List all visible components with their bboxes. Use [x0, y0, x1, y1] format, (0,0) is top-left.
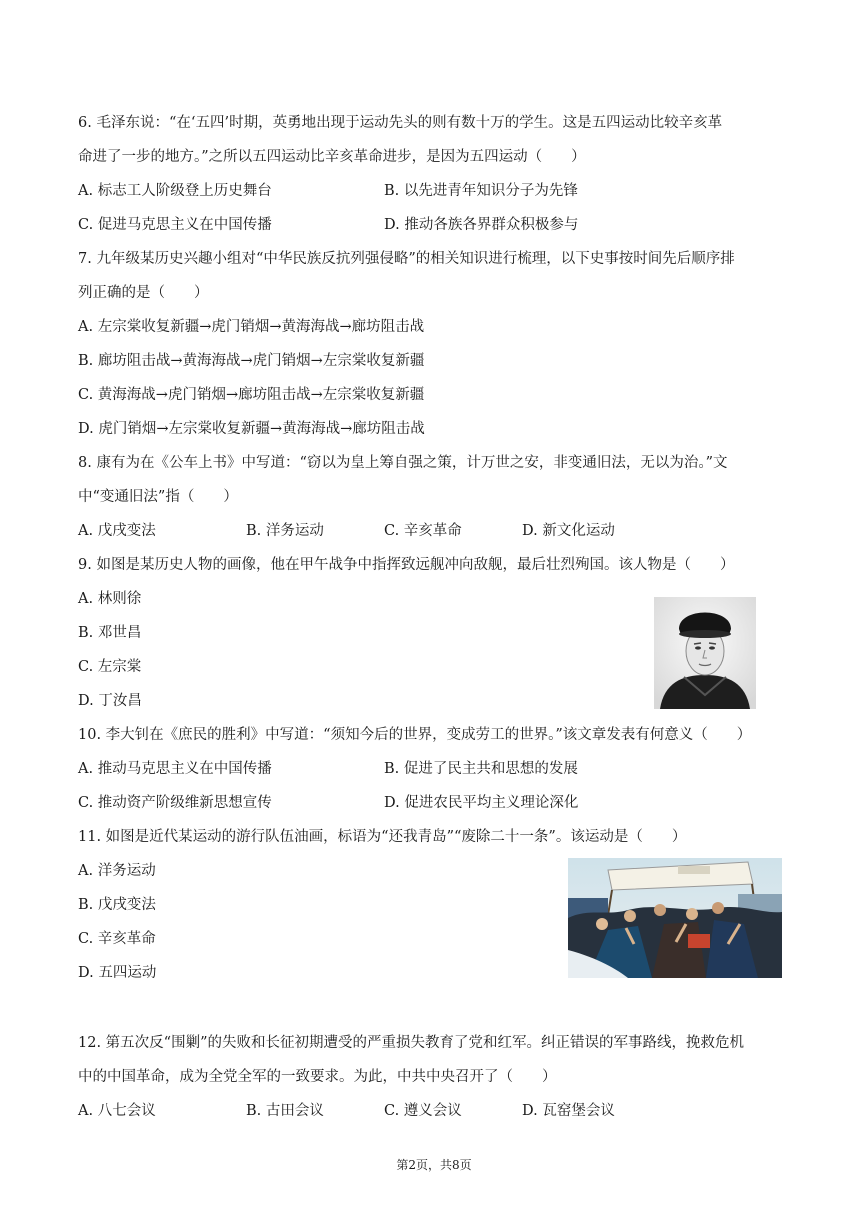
- q8-option-b: B. 洋务运动: [246, 523, 324, 539]
- q12-option-c: C. 遵义会议: [384, 1103, 462, 1119]
- q8-option-c: C. 辛亥革命: [384, 523, 462, 539]
- q10-option-b: B. 促进了民主共和思想的发展: [384, 761, 578, 777]
- q10-option-d: D. 促进农民平均主义理论深化: [384, 795, 579, 811]
- q11-stem-line1: 11. 如图是近代某运动的游行队伍油画，标语为“还我青岛”“废除二十一条”。该运动是（ ）: [78, 829, 687, 845]
- q10-option-c: C. 推动资产阶级维新思想宣传: [78, 795, 272, 811]
- q9-option-d: D. 丁汝昌: [78, 693, 142, 709]
- q8-stem-line2: 中“变通旧法”指（ ）: [78, 489, 238, 505]
- q7-option-c: C. 黄海海战→虎门销烟→廊坊阻击战→左宗棠收复新疆: [78, 387, 425, 403]
- q6-option-c: C. 促进马克思主义在中国传播: [78, 217, 272, 233]
- q8-stem-line1: 8. 康有为在《公车上书》中写道：“窃以为皇上筹自强之策，计万世之安，非变通旧法，无以为治。”文: [78, 455, 728, 471]
- q11-option-a: A. 洋务运动: [78, 863, 156, 879]
- q7-stem-line1: 7. 九年级某历史兴趣小组对“中华民族反抗列强侵略”的相关知识进行梳理，以下史事按时间先后顺序排: [78, 251, 735, 267]
- q6-stem-line1: 6. 毛泽东说：“在‘五四’时期，英勇地出现于运动先头的则有数十万的学生。这是五四运动比较辛亥革: [78, 115, 723, 131]
- q12-stem-line1: 12. 第五次反“围剿”的失败和长征初期遭受的严重损失教育了党和红军。纠正错误的军事路线，挽救危机: [78, 1035, 744, 1051]
- q11-option-d: D. 五四运动: [78, 965, 157, 981]
- q12-option-b: B. 古田会议: [246, 1103, 324, 1119]
- q6-stem-line2: 命进了一步的地方。”之所以五四运动比辛亥革命进步，是因为五四运动（ ）: [78, 149, 586, 165]
- q6-option-b: B. 以先进青年知识分子为先锋: [384, 183, 578, 199]
- q10-option-a: A. 推动马克思主义在中国传播: [78, 761, 272, 777]
- q9-stem-line1: 9. 如图是某历史人物的画像，他在甲午战争中指挥致远舰冲向敌舰，最后壮烈殉国。该人物是（ ）: [78, 557, 735, 573]
- q7-stem-line2: 列正确的是（ ）: [78, 285, 209, 301]
- q7-option-d: D. 虎门销烟→左宗棠收复新疆→黄海海战→廊坊阻击战: [78, 421, 425, 437]
- q9-option-c: C. 左宗棠: [78, 659, 142, 675]
- q12-option-a: A. 八七会议: [78, 1103, 156, 1119]
- q6-option-a: A. 标志工人阶级登上历史舞台: [78, 183, 272, 199]
- q12-option-d: D. 瓦窑堡会议: [522, 1103, 615, 1119]
- q7-option-b: B. 廊坊阻击战→黄海海战→虎门销烟→左宗棠收复新疆: [78, 353, 425, 369]
- q11-option-b: B. 戊戌变法: [78, 897, 156, 913]
- q6-option-d: D. 推动各族各界群众积极参与: [384, 217, 579, 233]
- q9-option-b: B. 邓世昌: [78, 625, 142, 641]
- q8-option-d: D. 新文化运动: [522, 523, 615, 539]
- q7-option-a: A. 左宗棠收复新疆→虎门销烟→黄海海战→廊坊阻击战: [78, 319, 425, 335]
- portrait-image: [654, 597, 756, 709]
- q9-option-a: A. 林则徐: [78, 591, 142, 607]
- q11-option-c: C. 辛亥革命: [78, 931, 156, 947]
- protest-painting-image: [568, 858, 782, 978]
- q10-stem-line1: 10. 李大钊在《庶民的胜利》中写道：“须知今后的世界，变成劳工的世界。”该文章发表有何意义（ ）: [78, 727, 752, 743]
- page-number-footer: 第2页，共8页: [396, 1158, 472, 1172]
- q12-stem-line2: 中的中国革命，成为全党全军的一致要求。为此，中共中央召开了（ ）: [78, 1069, 557, 1085]
- q8-option-a: A. 戊戌变法: [78, 523, 156, 539]
